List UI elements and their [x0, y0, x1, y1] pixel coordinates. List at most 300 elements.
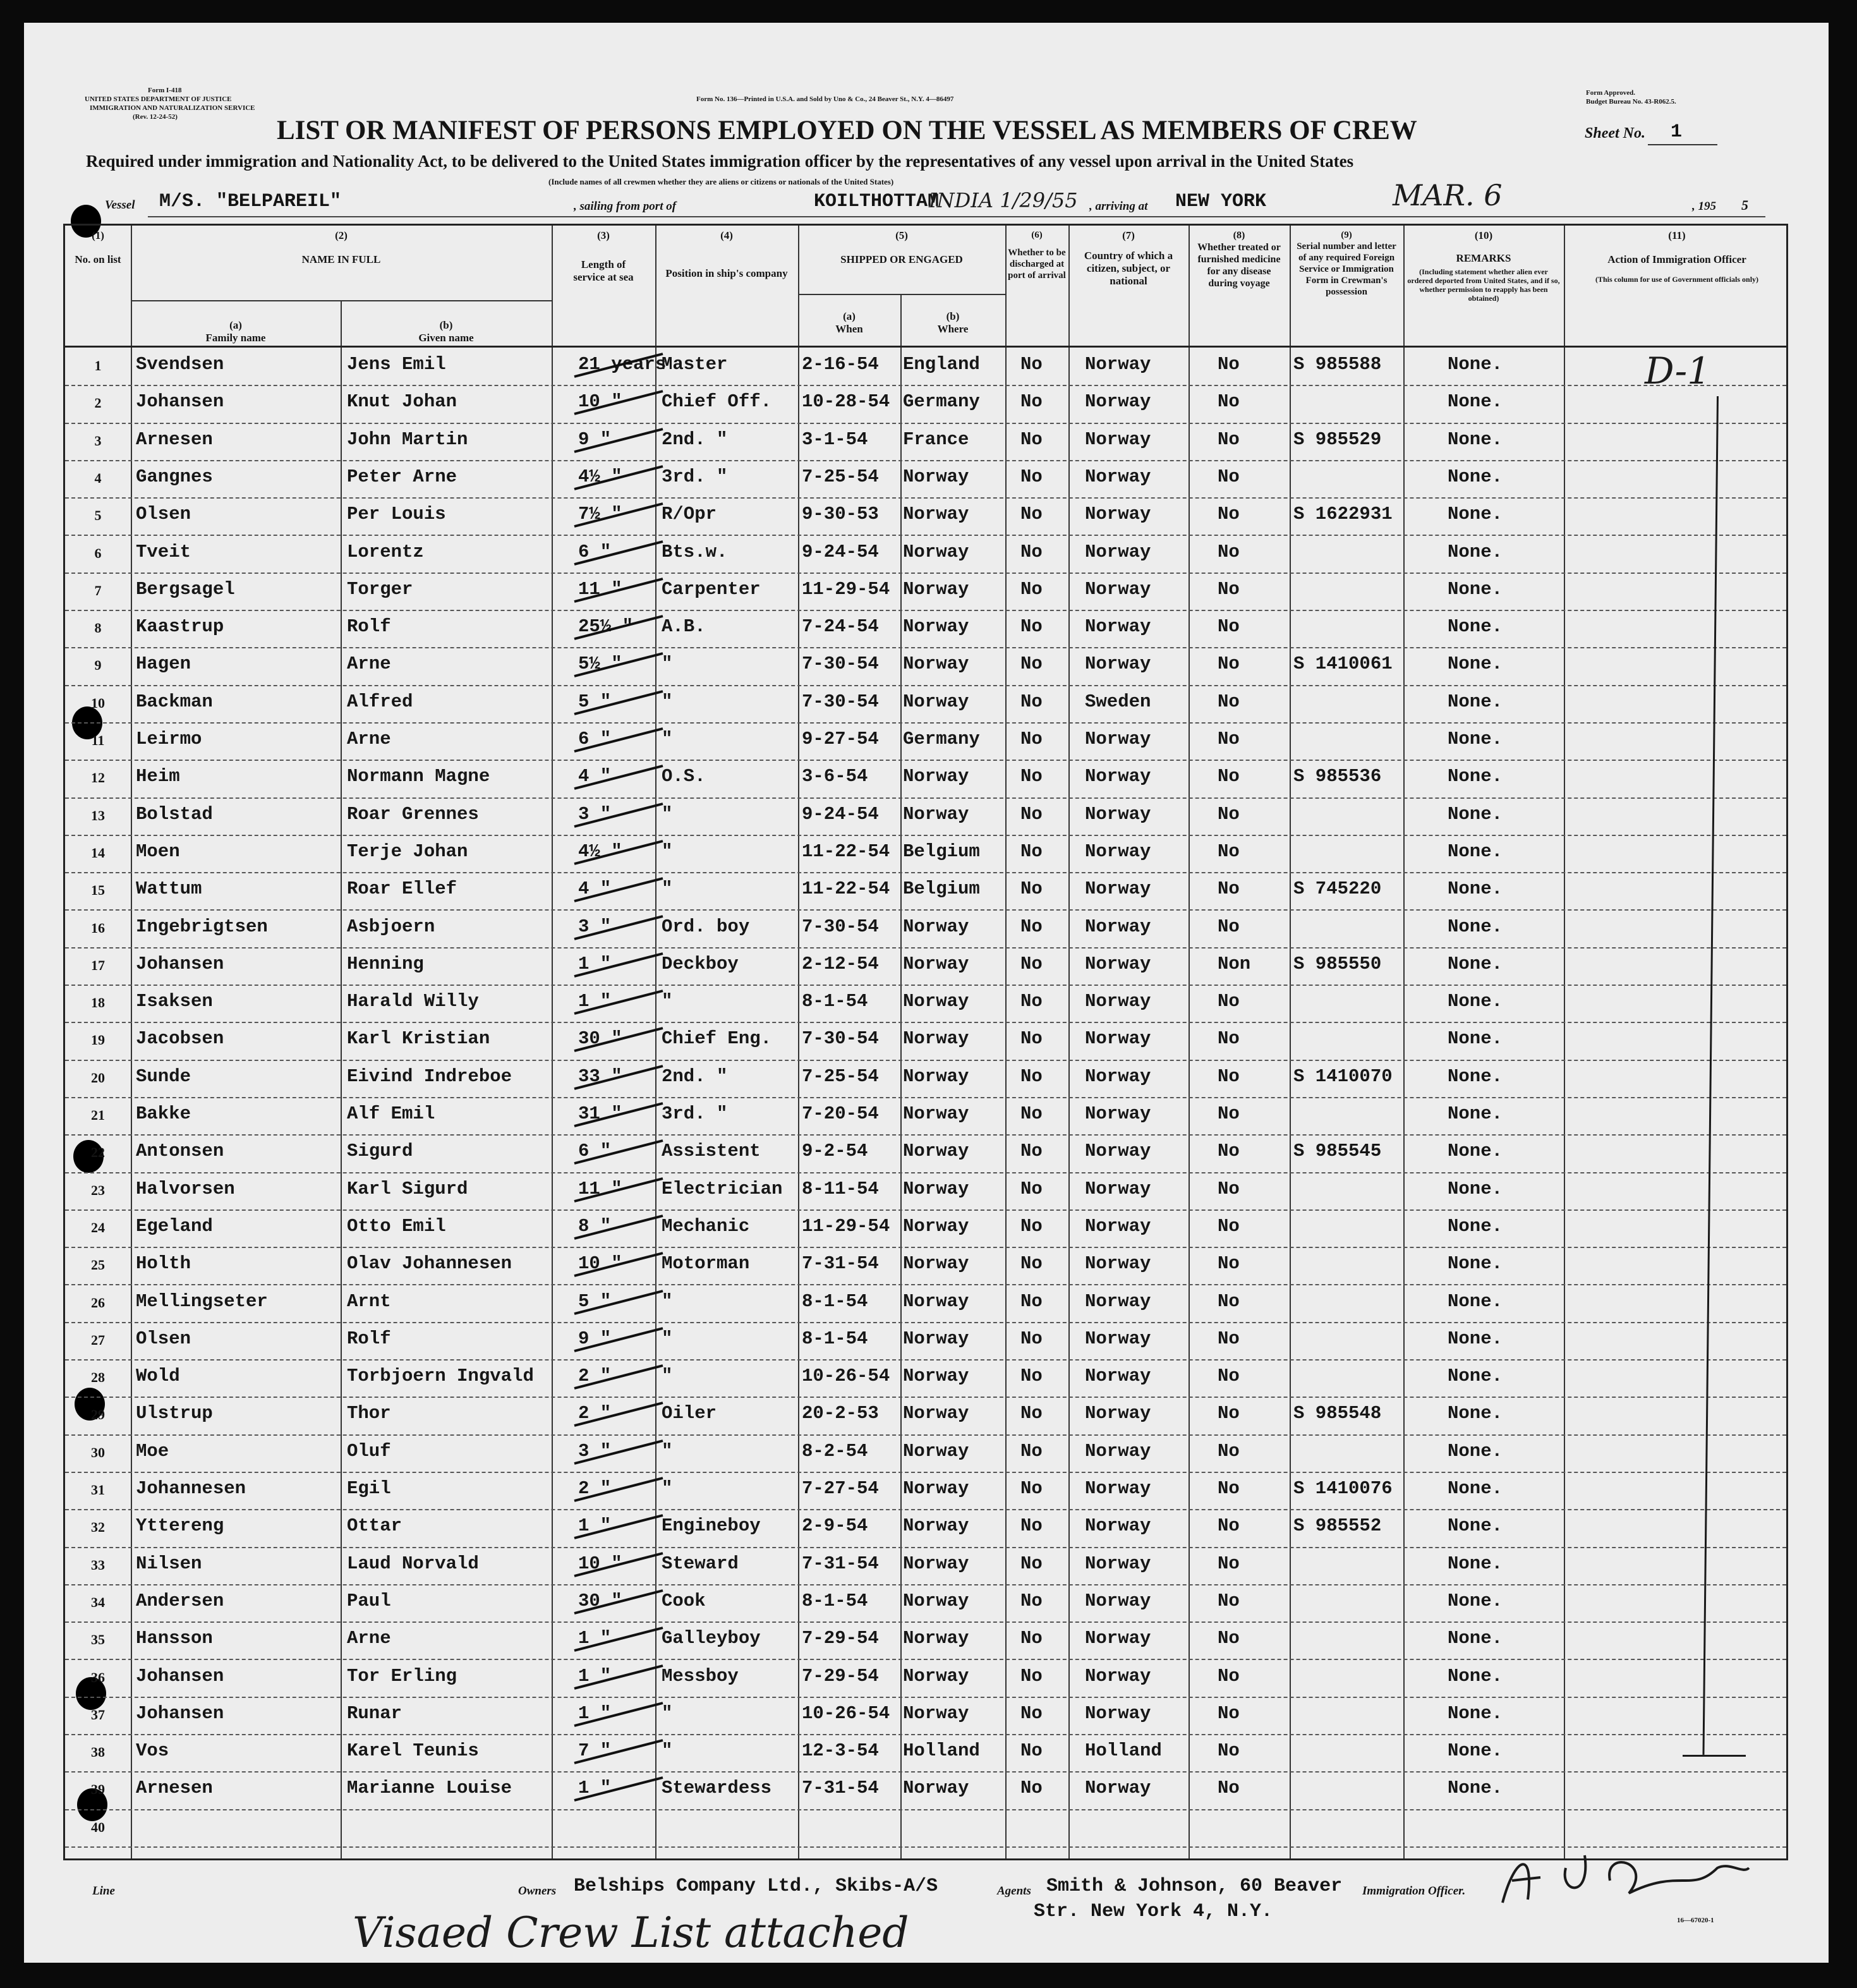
line-number-cell: 16	[91, 919, 105, 936]
line-number-cell: 10	[91, 694, 105, 711]
shipped-where-cell: Norway	[903, 1403, 969, 1424]
remarks-cell: None.	[1448, 1628, 1503, 1649]
table-row	[65, 1584, 1786, 1623]
position-cell: Deckboy	[662, 953, 739, 974]
shipped-where-cell: England	[903, 354, 980, 375]
medicine-cell: No	[1218, 354, 1240, 375]
serial-cell: S 985536	[1293, 766, 1382, 787]
country-cell: Norway	[1085, 1778, 1151, 1799]
position-cell: Chief Off.	[662, 391, 772, 413]
medicine-cell: No	[1218, 729, 1240, 749]
discharge-cell: No	[1020, 1141, 1043, 1162]
line-number-cell: 17	[91, 957, 105, 973]
medicine-cell: No	[1218, 916, 1240, 937]
family-name-cell: Vos	[136, 1740, 169, 1762]
shipped-when-cell: 7-31-54	[802, 1778, 879, 1799]
service-cell: 5½ "	[578, 653, 622, 675]
table-row	[65, 1509, 1786, 1548]
family-name-cell: Mellingseter	[136, 1290, 268, 1312]
serial-cell: S 1622931	[1293, 504, 1393, 525]
line-number-cell: 13	[91, 807, 105, 823]
sheet-number: 1	[1671, 121, 1683, 143]
given-name-cell: Alfred	[347, 691, 413, 712]
medicine-cell: No	[1218, 991, 1240, 1012]
position-cell: Cook	[662, 1590, 706, 1611]
page-subtitle: Required under immigration and Nationality Act, to be delivered to the United States immigration officer by the representatives of any vessel upon arrival in the United States	[86, 152, 1354, 171]
country-cell: Norway	[1085, 1515, 1151, 1537]
medicine-cell: No	[1218, 1366, 1240, 1387]
given-name-cell: Alf Emil	[347, 1103, 435, 1124]
medicine-cell: No	[1218, 878, 1240, 900]
family-name-cell: Gangnes	[136, 466, 213, 487]
remarks-cell: None.	[1448, 1740, 1503, 1762]
shipped-when-cell: 20-2-53	[802, 1403, 879, 1424]
service-cell: 6 "	[578, 541, 612, 562]
remarks-cell: None.	[1448, 916, 1503, 937]
serial-cell: S 985552	[1293, 1515, 1382, 1537]
shipped-where-cell: Norway	[903, 1103, 969, 1124]
shipped-when-cell: 11-29-54	[802, 1215, 890, 1237]
service-cell: 30 "	[578, 1590, 622, 1611]
table-row	[65, 872, 1786, 911]
position-cell: "	[662, 1702, 673, 1724]
given-name-cell: Olav Johannesen	[347, 1253, 512, 1275]
line-number-cell: 2	[94, 395, 102, 411]
shipped-where-cell: Norway	[903, 1440, 969, 1462]
service-cell: 2 "	[578, 1478, 612, 1499]
given-name-cell: Jens Emil	[347, 354, 446, 375]
crew-inclusion-note: (Include names of all crewmen whether they are aliens or citizens or nationals of the United States)	[548, 177, 894, 186]
position-cell: "	[662, 1740, 673, 1762]
service-cell: 4½ "	[578, 840, 622, 862]
discharge-cell: No	[1020, 991, 1043, 1012]
service-cell: 9 "	[578, 1328, 612, 1349]
remarks-cell: None.	[1448, 878, 1503, 900]
remarks-cell: None.	[1448, 391, 1503, 413]
officer-label: Immigration Officer.	[1362, 1884, 1466, 1898]
family-name-cell: Wattum	[136, 878, 202, 900]
service-cell: 31 "	[578, 1103, 622, 1124]
line-number-cell: 32	[91, 1519, 105, 1536]
given-name-cell: Rolf	[347, 1328, 391, 1349]
position-cell: Stewardess	[662, 1778, 772, 1799]
remarks-cell: None.	[1448, 1702, 1503, 1724]
service-cell: 21 years	[578, 354, 667, 375]
given-name-cell: Normann Magne	[347, 766, 490, 787]
remarks-cell: None.	[1448, 840, 1503, 862]
medicine-cell: No	[1218, 1778, 1240, 1799]
given-name-cell: Asbjoern	[347, 916, 435, 937]
line-number-cell: 30	[91, 1444, 105, 1460]
medicine-cell: No	[1218, 1478, 1240, 1499]
col-when-header: (a) When	[835, 310, 863, 335]
shipped-where-cell: Norway	[903, 953, 969, 974]
col-position-header: (4) Position in ship's company	[665, 229, 788, 279]
remarks-cell: None.	[1448, 1215, 1503, 1237]
country-cell: Norway	[1085, 1366, 1151, 1387]
family-name-cell: Ingebrigtsen	[136, 916, 268, 937]
discharge-cell: No	[1020, 541, 1043, 562]
service-cell: 6 "	[578, 1141, 612, 1162]
shipped-where-cell: Norway	[903, 691, 969, 712]
line-number-cell: 19	[91, 1032, 105, 1048]
position-cell: Engineboy	[662, 1515, 761, 1537]
remarks-cell: None.	[1448, 729, 1503, 749]
medicine-cell: No	[1218, 1215, 1240, 1237]
shipped-when-cell: 7-30-54	[802, 1028, 879, 1050]
shipped-where-cell: Holland	[903, 1740, 980, 1762]
given-name-cell: Lorentz	[347, 541, 424, 562]
serial-cell: S 985529	[1293, 428, 1382, 450]
country-cell: Norway	[1085, 391, 1151, 413]
country-cell: Norway	[1085, 991, 1151, 1012]
service-cell: 1 "	[578, 991, 612, 1012]
shipped-when-cell: 11-22-54	[802, 878, 890, 900]
form-number-left: Form I-418	[148, 87, 182, 94]
service-name: IMMIGRATION AND NATURALIZATION SERVICE	[90, 104, 255, 112]
given-name-cell: Roar Ellef	[347, 878, 457, 900]
medicine-cell: No	[1218, 1515, 1240, 1537]
family-name-cell: Ulstrup	[136, 1403, 213, 1424]
remarks-cell: None.	[1448, 578, 1503, 600]
family-name-cell: Bergsagel	[136, 578, 235, 600]
shipped-where-cell: Germany	[903, 391, 980, 413]
discharge-cell: No	[1020, 878, 1043, 900]
country-cell: Norway	[1085, 1141, 1151, 1162]
family-name-cell: Moen	[136, 840, 180, 862]
shipped-when-cell: 7-31-54	[802, 1553, 879, 1574]
shipped-where-cell: Norway	[903, 991, 969, 1012]
service-cell: 3 "	[578, 1440, 612, 1462]
medicine-cell: No	[1218, 1065, 1240, 1087]
line-number-cell: 28	[91, 1369, 105, 1386]
table-row	[65, 1322, 1786, 1361]
serial-cell: S 985550	[1293, 953, 1382, 974]
given-name-cell: Eivind Indreboe	[347, 1065, 512, 1087]
shipped-where-cell: Norway	[903, 1028, 969, 1050]
col-service-header: (3) Length of service at sea	[573, 229, 634, 283]
family-name-cell: Sunde	[136, 1065, 191, 1087]
shipped-when-cell: 12-3-54	[802, 1740, 879, 1762]
discharge-cell: No	[1020, 953, 1043, 974]
position-cell: "	[662, 1440, 673, 1462]
table-row	[65, 1809, 1786, 1848]
family-name-cell: Andersen	[136, 1590, 224, 1611]
discharge-cell: No	[1020, 391, 1043, 413]
medicine-cell: No	[1218, 1253, 1240, 1275]
table-row	[65, 1209, 1786, 1248]
line-number-cell: 29	[91, 1407, 105, 1423]
medicine-cell: No	[1218, 840, 1240, 862]
country-cell: Norway	[1085, 616, 1151, 638]
position-cell: Assistent	[662, 1141, 761, 1162]
position-cell: "	[662, 1290, 673, 1312]
remarks-cell: None.	[1448, 1178, 1503, 1199]
shipped-when-cell: 9-24-54	[802, 803, 879, 825]
service-cell: 7½ "	[578, 504, 622, 525]
country-cell: Norway	[1085, 1590, 1151, 1611]
given-name-cell: Sigurd	[347, 1141, 413, 1162]
table-row	[65, 385, 1786, 423]
remarks-cell: None.	[1448, 1478, 1503, 1499]
medicine-cell: No	[1218, 1103, 1240, 1124]
service-cell: 2 "	[578, 1403, 612, 1424]
position-cell: "	[662, 653, 673, 675]
shipped-where-cell: Norway	[903, 578, 969, 600]
shipped-when-cell: 7-30-54	[802, 653, 879, 675]
given-name-cell: Henning	[347, 953, 424, 974]
family-name-cell: Backman	[136, 691, 213, 712]
line-number-cell: 23	[91, 1182, 105, 1198]
shipped-where-cell: Norway	[903, 803, 969, 825]
table-row	[65, 985, 1786, 1023]
discharge-cell: No	[1020, 1478, 1043, 1499]
country-cell: Holland	[1085, 1740, 1162, 1762]
shipped-where-cell: Norway	[903, 1328, 969, 1349]
position-cell: Carpenter	[662, 578, 761, 600]
discharge-cell: No	[1020, 1740, 1043, 1762]
country-cell: Norway	[1085, 1665, 1151, 1687]
table-row	[65, 835, 1786, 873]
serial-cell: S 1410076	[1293, 1478, 1393, 1499]
owners-label: Owners	[518, 1884, 557, 1898]
shipped-where-cell: Norway	[903, 466, 969, 487]
country-cell: Norway	[1085, 1103, 1151, 1124]
position-cell: O.S.	[662, 766, 706, 787]
position-cell: Ord. boy	[662, 916, 750, 937]
given-name-cell: Torbjoern Ingvald	[347, 1366, 534, 1387]
country-cell: Norway	[1085, 916, 1151, 937]
country-cell: Norway	[1085, 1290, 1151, 1312]
shipped-when-cell: 9-27-54	[802, 729, 879, 749]
service-cell: 5 "	[578, 691, 612, 712]
family-name-cell: Johansen	[136, 1665, 224, 1687]
remarks-cell: None.	[1448, 1665, 1503, 1687]
remarks-cell: None.	[1448, 1553, 1503, 1574]
remarks-cell: None.	[1448, 354, 1503, 375]
table-row	[65, 1359, 1786, 1398]
remarks-cell: None.	[1448, 1103, 1503, 1124]
officer-signature	[1490, 1843, 1755, 1912]
discharge-cell: No	[1020, 1515, 1043, 1537]
discharge-cell: No	[1020, 1590, 1043, 1611]
remarks-cell: None.	[1448, 1328, 1503, 1349]
table-row	[65, 497, 1786, 536]
remarks-cell: None.	[1448, 1366, 1503, 1387]
col-medicine-header: (8) Whether treated or furnished medicine for any disease during voyage	[1197, 230, 1281, 289]
service-cell: 1 "	[578, 953, 612, 974]
given-name-cell: Arnt	[347, 1290, 391, 1312]
shipped-when-cell: 7-25-54	[802, 466, 879, 487]
agents-value-1: Smith & Johnson, 60 Beaver	[1046, 1876, 1343, 1897]
position-cell: "	[662, 840, 673, 862]
medicine-cell: No	[1218, 1440, 1240, 1462]
shipped-where-cell: Norway	[903, 1290, 969, 1312]
remarks-cell: None.	[1448, 803, 1503, 825]
col-country-header: (7) Country of which a citizen, subject, or national	[1084, 229, 1173, 287]
remarks-cell: None.	[1448, 504, 1503, 525]
shipped-when-cell: 10-28-54	[802, 391, 890, 413]
given-name-cell: John Martin	[347, 428, 468, 450]
line-number-cell: 35	[91, 1632, 105, 1648]
discharge-cell: No	[1020, 1553, 1043, 1574]
line-number-cell: 3	[94, 432, 102, 449]
table-row	[65, 610, 1786, 648]
page-title: LIST OR MANIFEST OF PERSONS EMPLOYED ON THE VESSEL AS MEMBERS OF CREW	[277, 116, 1417, 145]
family-name-cell: Holth	[136, 1253, 191, 1275]
shipped-when-cell: 9-30-53	[802, 504, 879, 525]
country-cell: Norway	[1085, 1702, 1151, 1724]
shipped-where-cell: Belgium	[903, 840, 980, 862]
service-cell: 5 "	[578, 1290, 612, 1312]
shipped-when-cell: 7-31-54	[802, 1253, 879, 1275]
line-number-cell: 7	[94, 582, 102, 598]
given-name-cell: Oluf	[347, 1440, 391, 1462]
given-name-cell: Per Louis	[347, 504, 446, 525]
shipped-where-cell: Norway	[903, 1665, 969, 1687]
country-cell: Norway	[1085, 541, 1151, 562]
country-cell: Norway	[1085, 428, 1151, 450]
country-cell: Norway	[1085, 1553, 1151, 1574]
col-serial-header: (9) Serial number and letter of any required Foreign Service or Immigration Form in Crewman's possession	[1297, 230, 1396, 297]
position-cell: "	[662, 691, 673, 712]
family-name-cell: Bakke	[136, 1103, 191, 1124]
discharge-cell: No	[1020, 1178, 1043, 1199]
shipped-when-cell: 3-6-54	[802, 766, 868, 787]
remarks-cell: None.	[1448, 1290, 1503, 1312]
line-number-cell: 4	[94, 470, 102, 486]
table-row	[65, 1285, 1786, 1323]
line-number-cell: 11	[91, 732, 105, 748]
vessel-line-rule	[148, 216, 1765, 217]
table-row	[65, 1621, 1786, 1660]
discharge-cell: No	[1020, 766, 1043, 787]
country-cell: Norway	[1085, 766, 1151, 787]
footer-line-label: Line	[92, 1884, 115, 1898]
shipped-when-cell: 7-25-54	[802, 1065, 879, 1087]
medicine-cell: No	[1218, 466, 1240, 487]
shipped-where-cell: Norway	[903, 616, 969, 638]
position-cell: 3rd. "	[662, 1103, 728, 1124]
family-name-cell: Nilsen	[136, 1553, 202, 1574]
shipped-when-cell: 11-22-54	[802, 840, 890, 862]
family-name-cell: Hagen	[136, 653, 191, 675]
col-given-header: (b) Given name	[418, 319, 474, 344]
country-cell: Norway	[1085, 466, 1151, 487]
shipped-when-cell: 8-1-54	[802, 1590, 868, 1611]
table-row	[65, 910, 1786, 949]
agents-label: Agents	[997, 1884, 1031, 1898]
medicine-cell: Non	[1218, 953, 1251, 974]
line-number-cell: 34	[91, 1594, 105, 1610]
family-name-cell: Jacobsen	[136, 1028, 224, 1050]
line-number-cell: 14	[91, 844, 105, 861]
shipped-when-cell: 8-11-54	[802, 1178, 879, 1199]
crew-table	[63, 224, 1788, 1860]
remarks-cell: None.	[1448, 1253, 1503, 1275]
country-cell: Norway	[1085, 1440, 1151, 1462]
position-cell: "	[662, 1478, 673, 1499]
form-approved: Form Approved.	[1586, 89, 1636, 97]
position-cell: Master	[662, 354, 728, 375]
discharge-cell: No	[1020, 840, 1043, 862]
position-cell: Oiler	[662, 1403, 717, 1424]
col-shipped-header: (5) SHIPPED OR ENGAGED	[840, 229, 963, 265]
port-from: KOILTHOTTAM	[814, 191, 940, 212]
shipped-where-cell: Norway	[903, 504, 969, 525]
discharge-cell: No	[1020, 1403, 1043, 1424]
shipped-where-cell: Norway	[903, 1366, 969, 1387]
discharge-cell: No	[1020, 653, 1043, 675]
position-cell: 2nd. "	[662, 428, 728, 450]
service-cell: 4½ "	[578, 466, 622, 487]
position-cell: Mechanic	[662, 1215, 750, 1237]
service-cell: 1 "	[578, 1778, 612, 1799]
arriving-label: , arriving at	[1089, 200, 1148, 213]
shipped-when-cell: 8-1-54	[802, 1328, 868, 1349]
given-name-cell: Arne	[347, 1628, 391, 1649]
given-name-cell: Otto Emil	[347, 1215, 446, 1237]
position-cell: Bts.w.	[662, 541, 728, 562]
medicine-cell: No	[1218, 541, 1240, 562]
medicine-cell: No	[1218, 803, 1240, 825]
arrival-date-handwritten: MAR. 6	[1393, 178, 1503, 212]
given-name-cell: Karel Teunis	[347, 1740, 479, 1762]
form-printer-line: Form No. 136—Printed in U.S.A. and Sold by Uno & Co., 24 Beaver St., N.Y. 4—86497	[696, 95, 954, 103]
medicine-cell: No	[1218, 1702, 1240, 1724]
shipped-when-cell: 8-2-54	[802, 1440, 868, 1462]
service-cell: 3 "	[578, 803, 612, 825]
position-cell: "	[662, 1366, 673, 1387]
service-cell: 9 "	[578, 428, 612, 450]
table-row	[65, 1547, 1786, 1585]
shipped-where-cell: Norway	[903, 541, 969, 562]
family-name-cell: Egeland	[136, 1215, 213, 1237]
table-row	[65, 1734, 1786, 1773]
country-cell: Norway	[1085, 1403, 1151, 1424]
family-name-cell: Isaksen	[136, 991, 213, 1012]
discharge-cell: No	[1020, 1103, 1043, 1124]
shipped-where-cell: Norway	[903, 1590, 969, 1611]
line-number-cell: 36	[91, 1669, 105, 1685]
country-cell: Norway	[1085, 878, 1151, 900]
position-cell: A.B.	[662, 616, 706, 638]
family-name-cell: Svendsen	[136, 354, 224, 375]
table-row	[65, 1172, 1786, 1211]
discharge-cell: No	[1020, 1665, 1043, 1687]
col-name-header: (2) NAME IN FULL	[301, 229, 381, 265]
shipped-when-cell: 7-30-54	[802, 691, 879, 712]
position-cell: "	[662, 729, 673, 749]
given-name-cell: Marianne Louise	[347, 1778, 512, 1799]
family-name-cell: Olsen	[136, 504, 191, 525]
remarks-cell: None.	[1448, 1515, 1503, 1537]
family-name-cell: Leirmo	[136, 729, 202, 749]
family-name-cell: Arnesen	[136, 428, 213, 450]
table-row	[65, 423, 1786, 461]
table-row	[65, 647, 1786, 686]
line-number-cell: 27	[91, 1331, 105, 1348]
medicine-cell: No	[1218, 1665, 1240, 1687]
shipped-when-cell: 8-1-54	[802, 991, 868, 1012]
given-name-cell: Peter Arne	[347, 466, 457, 487]
year-digit: 5	[1741, 197, 1748, 213]
line-number-cell: 39	[91, 1781, 105, 1798]
position-cell: "	[662, 878, 673, 900]
given-name-cell: Egil	[347, 1478, 391, 1499]
table-row	[65, 1771, 1786, 1810]
owners-value: Belships Company Ltd., Skibs-A/S	[574, 1876, 938, 1897]
